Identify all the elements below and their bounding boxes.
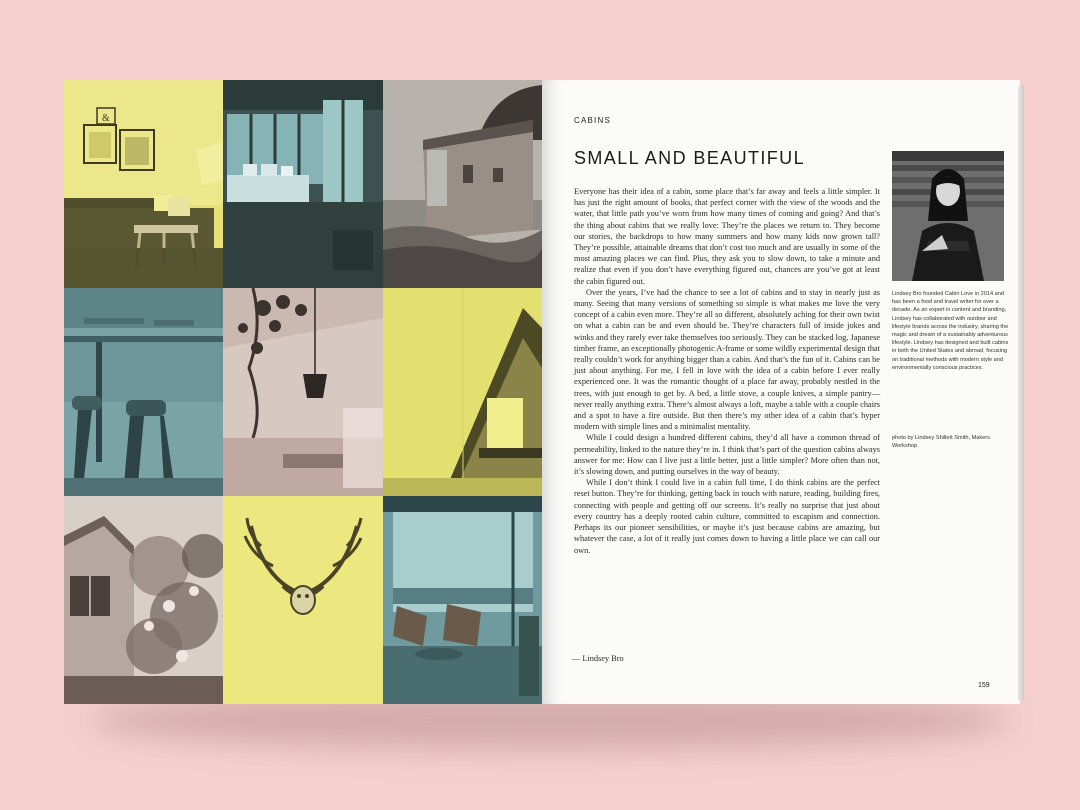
page-edge [1018,86,1024,700]
right-page-article [542,80,1020,704]
author-signature: — Lindsey Bro [572,654,624,663]
photo-overgrown-house [64,496,223,704]
paragraph: While I could design a hundred different cabins, they’d all have a common thread of permeability, linked to the nature they’re in. I think that’s part of the question cabins always answer for me: How can I live just a little better, just a little simpler? More often than not, it’s slowing down, and putting ourselves in the way of beauty. [574,433,880,477]
photo-living-room [64,80,223,288]
author-bio: Lindsey Bro founded Cabin Love in 2014 and has been a food and travel writer for over a decade. As an expert in content and branding, Lindsey has collaborated with outdoor and lifestyle brands across the industry, sharing the magic and dream of a sustainably adventurous lifestyle. Lindsey has designed and built cabins in both the United States and abroad, focusing on traditional methods with modern style and environmentally conscious practices. [892,291,1009,371]
photo-deck-chairs-lake [383,496,542,704]
section-label: CABINS [574,116,611,125]
left-page-photo-grid [64,80,542,704]
svg-text:&: & [102,113,110,124]
article-body [574,186,880,556]
article-title: SMALL AND BEAUTIFUL [574,148,805,168]
photo-kitchen-stools [64,288,223,496]
paragraph: Everyone has their idea of a cabin, some place that’s far away and feels a little simpler. It has just the right amount of books, that perfect corner with the view of the woods and the water, that little path you’ve worn from how many times of coming and going? And that’s the thing about cabins that we really love: They’re the places we return to. They become our stories, the backdrops to how many summers and how many kids now grown tall? They’re possible, attainable dreams that don’t cost too much and are usually in some of the most amazing places we can find. Plus, they ask you to slow down, to take a minute and realize that even if you don’t have everything figured out, chances are you’ve got at least the cabin figured out. [574,187,880,286]
author-portrait [892,151,1004,281]
photo-hanging-plant-lamp [223,288,383,496]
magazine-spread [64,80,1020,704]
page-number: 159 [978,682,990,689]
paragraph: While I don’t think I could live in a cabin full time, I do think cabins are the perfect reset button. They’re for thinking, getting back in touch with nature, reading, building fires, connecting with people and getting off our screens. It’s really no surprise that just about every country has a deeply rooted cabin culture, committed to escapism and connection. Perhaps its our pioneer sensibilities, or maybe it’s just because cabins are amazing, but whatever the case, a lot of it really just comes down to having a little place we can call our own. [574,478,880,555]
photo-a-frame-exterior [383,288,542,496]
paragraph: Over the years, I’ve had the chance to see a lot of cabins and to stay in nearly just as many. Seeing that many versions of something so simple is what makes me love the very concept of a cabin even more. They’re all so different, absolutely aching for their own twist on what a cabin can be and even should be. They’re characters full of inside jokes and winks and they rarely ever take themselves too seriously. They can be stacked log, Japanese timber frame, an exceptionally photogenic A-frame or some wildly experimental design that really couldn’t work for anything bigger than a cabin. And that’s the fun of it. Cabins can be just about anything. For me, I fell in love with the idea of a cabin before I ever really experienced one. It was the romantic thought of a place far away, probably nestled in the trees, with just enough to get by. A bed, a little stove, a couple knives, a simple pantry—never really anything extra. There’s almost always a loft, maybe a table with a couple chairs and a spot to have a fire outside. But then there’s my other idea of a cabin that’s hyper modern with simple lines and a minimalist mentality. [574,287,880,432]
photo-bedroom [223,80,383,288]
photo-credit: photo by Lindsey Shillett Smith, Makers Workshop [892,435,990,450]
photo-antlers-wall [223,496,383,704]
photo-cabin-on-rocks [383,80,542,288]
